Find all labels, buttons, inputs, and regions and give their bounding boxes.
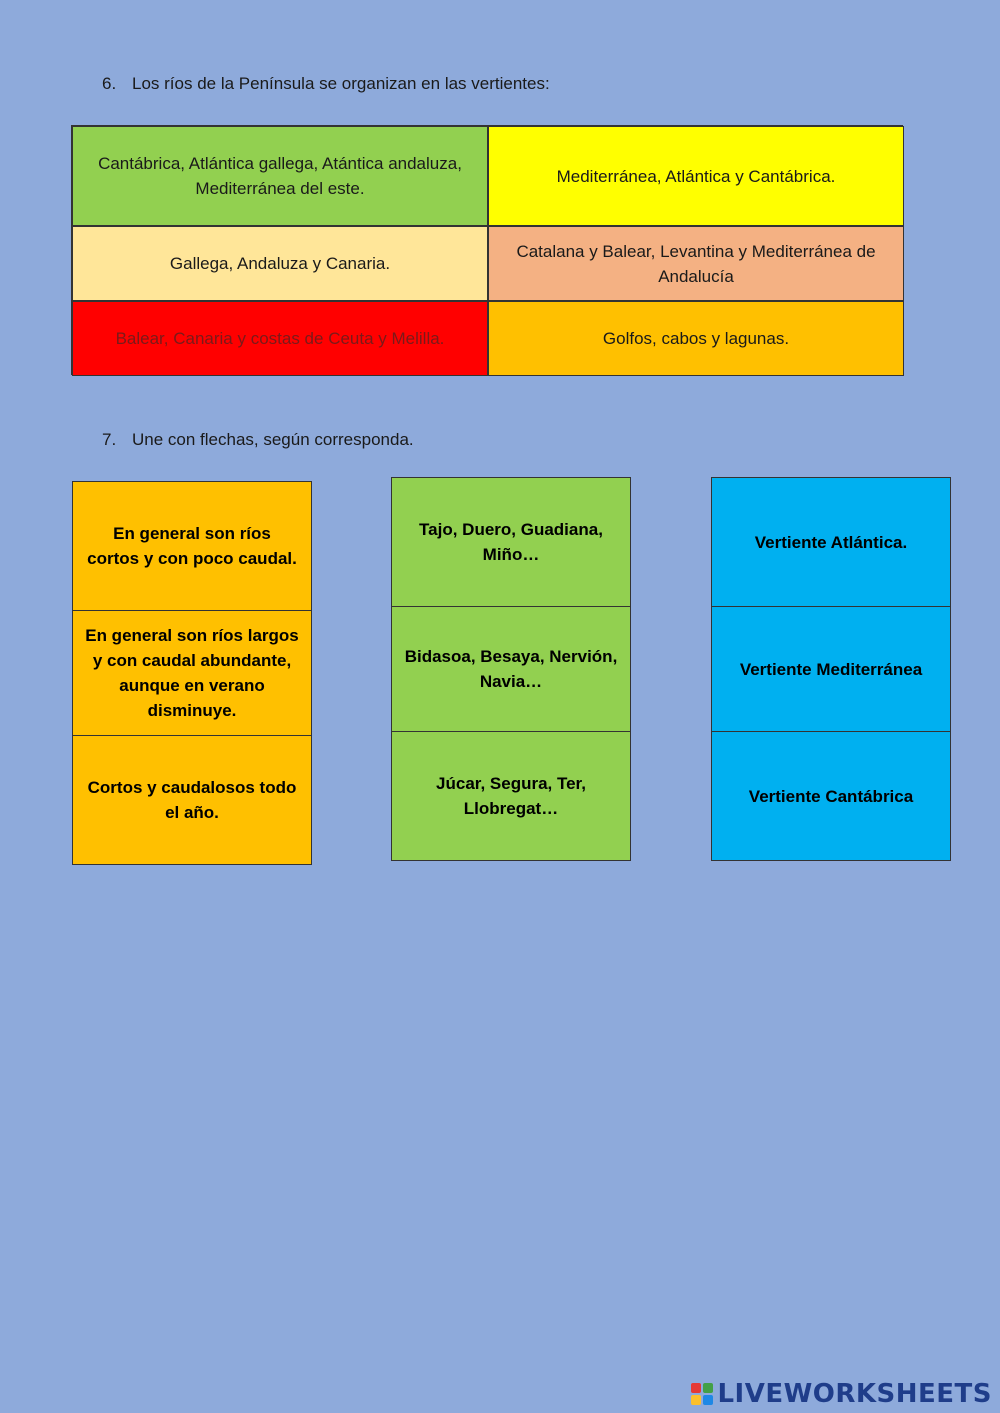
option-6[interactable]: Golfos, cabos y lagunas. [488, 301, 904, 376]
question-7 [102, 430, 414, 450]
match-column-descriptions [72, 481, 312, 865]
option-2[interactable]: Mediterránea, Atlántica y Cantábrica. [488, 126, 904, 226]
logo-text: LIVEWORKSHEETS [717, 1379, 992, 1409]
option-3[interactable]: Gallega, Andaluza y Canaria. [72, 226, 488, 301]
match-item-rivers-3[interactable]: Júcar, Segura, Ter, Llobregat… [392, 732, 630, 860]
match-item-description-1[interactable]: En general son ríos cortos y con poco caudal. [73, 482, 311, 611]
liveworksheets-logo-icon [691, 1383, 713, 1405]
match-item-description-2[interactable]: En general son ríos largos y con caudal abundante, aunque en verano disminuye. [73, 611, 311, 736]
question-number: 6. [102, 74, 117, 93]
answer-options-grid [71, 125, 903, 375]
match-column-vertientes [711, 477, 951, 861]
question-text: Los ríos de la Península se organizan en las vertientes: [132, 74, 550, 93]
question-text: Une con flechas, según corresponda. [132, 430, 414, 449]
liveworksheets-logo [691, 1379, 992, 1409]
match-item-rivers-1[interactable]: Tajo, Duero, Guadiana, Miño… [392, 478, 630, 607]
match-column-rivers [391, 477, 631, 861]
question-number: 7. [102, 430, 117, 449]
match-item-vertiente-1[interactable]: Vertiente Atlántica. [712, 478, 950, 607]
option-5[interactable]: Balear, Canaria y costas de Ceuta y Melilla. [72, 301, 488, 376]
option-1[interactable]: Cantábrica, Atlántica gallega, Atántica andaluza, Mediterránea del este. [72, 126, 488, 226]
question-6 [102, 74, 550, 94]
option-4[interactable]: Catalana y Balear, Levantina y Mediterránea de Andalucía [488, 226, 904, 301]
match-item-vertiente-2[interactable]: Vertiente Mediterránea [712, 607, 950, 732]
match-item-vertiente-3[interactable]: Vertiente Cantábrica [712, 732, 950, 860]
match-item-rivers-2[interactable]: Bidasoa, Besaya, Nervión, Navia… [392, 607, 630, 732]
match-item-description-3[interactable]: Cortos y caudalosos todo el año. [73, 736, 311, 864]
